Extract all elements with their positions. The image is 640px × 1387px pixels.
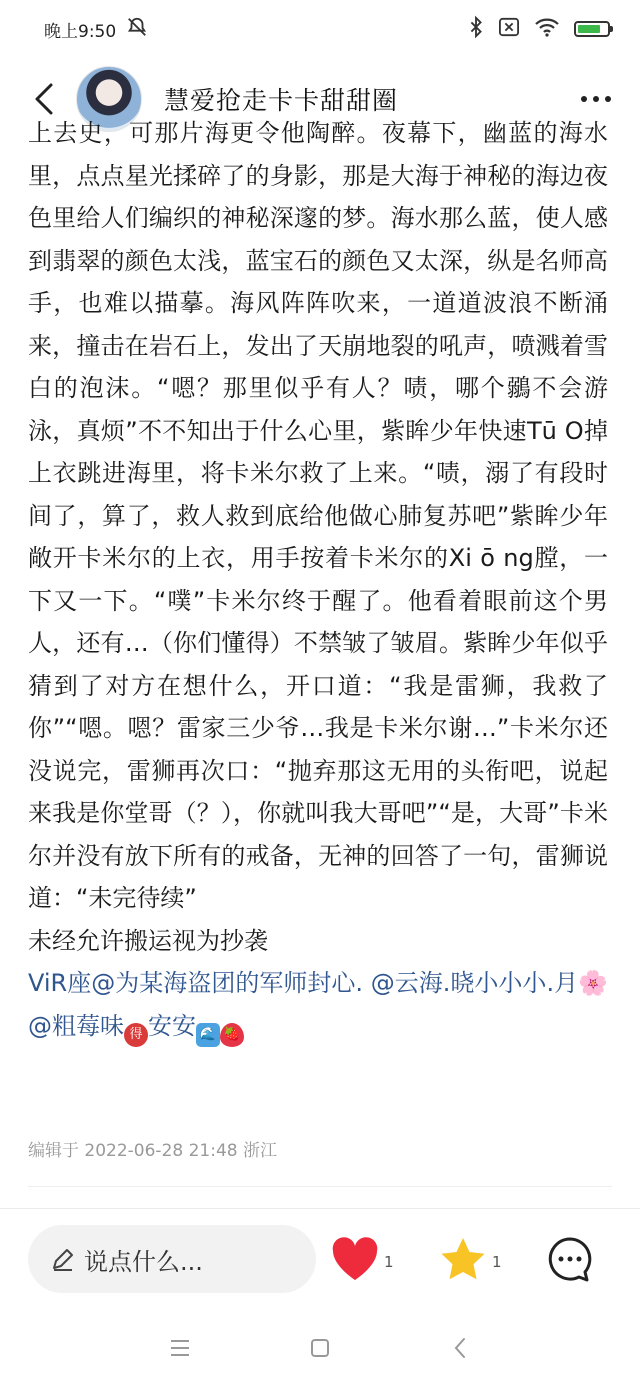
status-time: 晚上9:50 <box>44 21 117 42</box>
de-emoji-icon: 得 <box>124 1023 148 1047</box>
home-button[interactable] <box>305 1333 335 1363</box>
article-paragraph: 未经允许搬运视为抄袭 <box>28 926 268 955</box>
mention-link[interactable]: @粗莓味 <box>28 1011 124 1040</box>
mute-icon <box>126 16 148 43</box>
bottom-action-bar <box>0 1208 640 1308</box>
comment-input[interactable] <box>28 1225 316 1293</box>
article-paragraph: 上去史，可那片海更令他陶醉。夜幕下，幽蓝的海水里，点点星光揉碎了的身影，那是大海于神秘的海边夜色里给人们编织的神秘深邃的梦。海水那么蓝，使人感到翡翠的颜色太浅，蓝宝石的颜色又太深，纵是名师高手，也难以描摹。海风阵阵吹来，一道道波浪不断涌来，撞击在岩石上，发出了天崩地裂的吼声，喷溅着雪白的泡沫。“嗯？那里似乎有人？啧，哪个鶸不会游泳，真烦”不不知出于什么心里，紫眸少年快速Tū O掉上衣跳进海里，将卡米尔救了上来。“啧，溺了有段时间了，算了，救人救到底给他做心肺复苏吧”紫眸少年敞开卡米尔的上衣，用手按着卡米尔的Xi ō ng膛，一下又一下。“噗”卡米尔终于醒了。他看着眼前这个男人，还有…（你们懂得）不禁皱了皱眉。紫眸少年似乎猜到了对方在想什么，开口道：“我是雷狮，我救了你”“嗯。嗯？雷家三少爷…我是卡米尔谢…”卡米尔还没说完，雷狮再次口：“抛弃那这无用的头衔吧，说起来我是你堂哥（？），你就叫我大哥吧”“是，大哥”卡米尔并没有放下所有的戒备，无神的回答了一句，雷狮说道：“未完待续” <box>28 119 608 912</box>
edit-info: 编辑于 2022-06-28 21:48 浙江 <box>28 1141 277 1161</box>
cherry-blossom-icon: 🌸 <box>578 969 608 997</box>
comment-bubble-icon <box>546 1235 594 1283</box>
mentions-line <box>28 962 608 1047</box>
mention-link[interactable]: 安安 <box>148 1011 196 1040</box>
nav-back-button[interactable] <box>445 1333 475 1363</box>
pencil-icon <box>50 1246 76 1272</box>
status-right <box>468 16 610 43</box>
bluetooth-icon <box>468 16 484 43</box>
like-count: 1 <box>384 1253 394 1271</box>
battery-level <box>578 25 600 33</box>
wave-emoji-icon: 🌊 <box>196 1023 220 1047</box>
comment-placeholder: 说点什么... <box>84 1247 203 1276</box>
comment-button[interactable] <box>546 1231 594 1287</box>
chevron-left-icon <box>32 82 56 116</box>
heart-icon <box>330 1236 380 1282</box>
more-icon <box>581 96 587 102</box>
back-icon <box>453 1337 467 1359</box>
divider <box>28 1186 612 1187</box>
fav-count: 1 <box>492 1253 502 1271</box>
post-content <box>0 119 640 1190</box>
favorite-button[interactable] <box>438 1231 502 1287</box>
like-button[interactable] <box>330 1231 394 1287</box>
menu-button[interactable] <box>165 1333 195 1363</box>
wifi-icon <box>534 17 560 42</box>
menu-icon <box>169 1339 191 1357</box>
status-left <box>44 16 148 43</box>
star-icon <box>438 1235 488 1283</box>
strawberry-emoji-icon: 🍓 <box>220 1023 244 1047</box>
status-bar <box>0 0 640 58</box>
no-sim-icon <box>498 17 520 42</box>
mention-link[interactable]: ViR座@为某海盗团的军师封心. @云海.晓小小小.月 <box>28 969 579 997</box>
battery-charging-icon <box>574 21 610 37</box>
article-body <box>28 112 608 1047</box>
home-icon <box>310 1338 330 1358</box>
page-title[interactable]: 慧爱抢走卡卡甜甜圈 <box>164 86 399 115</box>
system-nav-bar <box>0 1308 640 1387</box>
